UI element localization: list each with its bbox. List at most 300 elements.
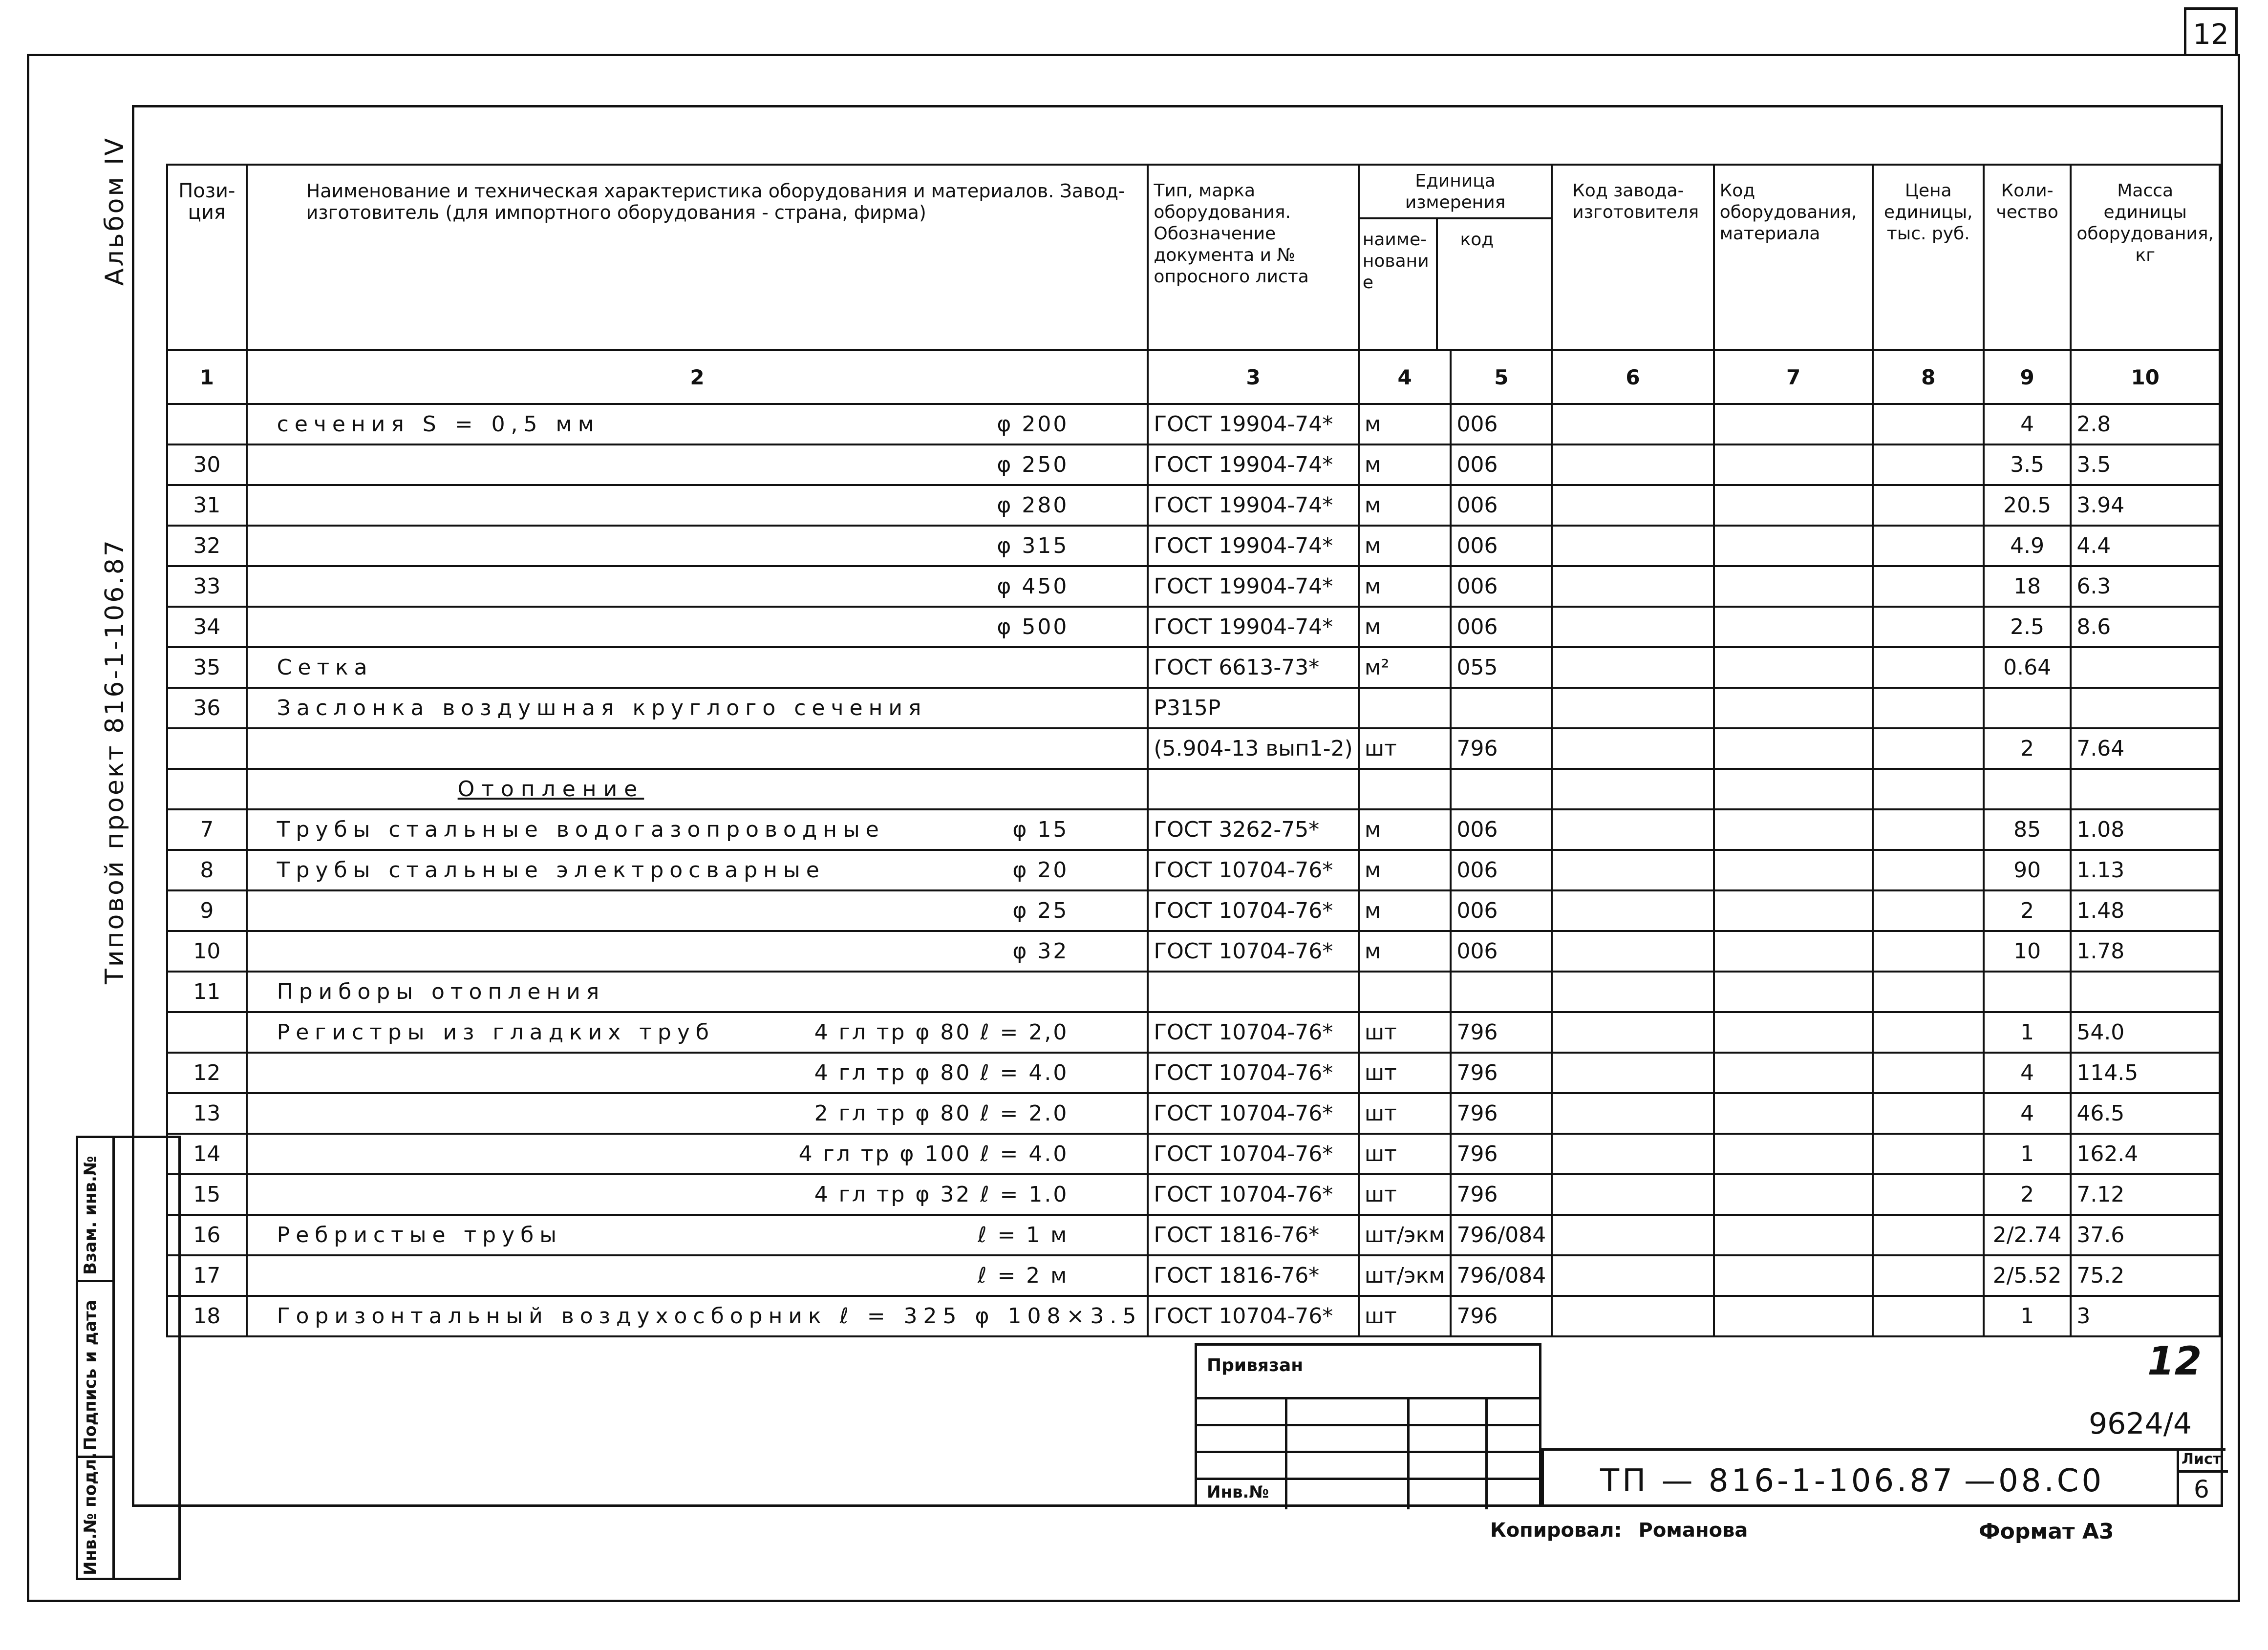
cell-price xyxy=(1873,607,1984,647)
table-row xyxy=(167,444,2220,485)
table-row xyxy=(167,972,2220,1012)
cell-code: 055 xyxy=(1451,647,1552,688)
cell-unit: м xyxy=(1359,526,1451,566)
cell-unit: м xyxy=(1359,485,1451,526)
cell-equip xyxy=(1714,485,1873,526)
header-unit-group: Единица измерения xyxy=(1360,166,1551,219)
cell-equip xyxy=(1714,607,1873,647)
item-name: Сетка xyxy=(277,655,373,680)
cell-qty: 4.9 xyxy=(1984,526,2071,566)
item-name: Горизонтальный воздухосборник ℓ = 325 φ 108×3.5 xyxy=(277,1304,1142,1329)
cell-qty: 10 xyxy=(1984,931,2071,972)
table-row xyxy=(167,1174,2220,1215)
header-row xyxy=(167,165,2220,350)
cell-code: 006 xyxy=(1451,566,1552,607)
cell-plant xyxy=(1552,809,1714,850)
cell-price xyxy=(1873,1215,1984,1255)
cell-name xyxy=(247,1134,1148,1174)
item-name: Трубы стальные водогазопроводные xyxy=(277,817,885,842)
cell-pos xyxy=(167,769,247,809)
cell-pos: 17 xyxy=(167,1255,247,1296)
cell-pos: 11 xyxy=(167,972,247,1012)
column-number-row xyxy=(167,350,2220,404)
cell-name xyxy=(247,485,1148,526)
cell-name: Отопление xyxy=(247,769,1148,809)
cell-code: 796 xyxy=(1451,1296,1552,1336)
cell-code: 796 xyxy=(1451,1174,1552,1215)
cell-type: (5.904-13 вып1-2) xyxy=(1148,728,1358,769)
cell-type: ГОСТ 19904-74* xyxy=(1148,485,1358,526)
cell-type: ГОСТ 6613-73* xyxy=(1148,647,1358,688)
cell-plant xyxy=(1552,1012,1714,1053)
table-row xyxy=(167,1012,2220,1053)
cell-mass: 6.3 xyxy=(2071,566,2220,607)
cell-qty: 18 xyxy=(1984,566,2071,607)
cell-type: ГОСТ 10704-76* xyxy=(1148,931,1358,972)
cell-type: ГОСТ 19904-74* xyxy=(1148,444,1358,485)
header-pos: Пози-ция xyxy=(167,165,247,350)
cell-type: Р315Р xyxy=(1148,688,1358,728)
table-row xyxy=(167,1255,2220,1296)
cell-code: 796 xyxy=(1451,1053,1552,1093)
stamp-column xyxy=(76,1136,181,1580)
cell-code xyxy=(1451,688,1552,728)
item-dimension: φ 20 xyxy=(1012,858,1069,883)
cell-equip xyxy=(1714,1296,1873,1336)
cell-code: 006 xyxy=(1451,607,1552,647)
cell-pos: 33 xyxy=(167,566,247,607)
table-row xyxy=(167,526,2220,566)
cell-qty: 4 xyxy=(1984,1053,2071,1093)
cell-unit: шт xyxy=(1359,1053,1451,1093)
cell-mass: 1.78 xyxy=(2071,931,2220,972)
cell-mass: 4.4 xyxy=(2071,526,2220,566)
cell-mass xyxy=(2071,769,2220,809)
item-dimension: φ 450 xyxy=(997,574,1069,599)
cell-equip xyxy=(1714,1215,1873,1255)
item-dimension: φ 315 xyxy=(997,533,1069,558)
cell-type: ГОСТ 10704-76* xyxy=(1148,1093,1358,1134)
cell-unit: м xyxy=(1359,404,1451,444)
item-dimension: φ 280 xyxy=(997,493,1069,518)
table-row xyxy=(167,607,2220,647)
cell-pos: 13 xyxy=(167,1093,247,1134)
item-dimension: φ 15 xyxy=(1012,817,1069,842)
drawing-sheet xyxy=(27,18,2240,1602)
cell-type xyxy=(1148,972,1358,1012)
cell-code: 796 xyxy=(1451,1093,1552,1134)
cell-type: ГОСТ 1816-76* xyxy=(1148,1215,1358,1255)
cell-mass xyxy=(2071,647,2220,688)
album-label: Альбом IV xyxy=(100,136,129,286)
sheet-label: Лист xyxy=(2182,1451,2222,1468)
cell-plant xyxy=(1552,972,1714,1012)
cell-qty: 1 xyxy=(1984,1012,2071,1053)
cell-qty: 90 xyxy=(1984,850,2071,890)
cell-code: 006 xyxy=(1451,931,1552,972)
cell-code: 796 xyxy=(1451,728,1552,769)
cell-qty: 20.5 xyxy=(1984,485,2071,526)
cell-code: 006 xyxy=(1451,890,1552,931)
cell-name xyxy=(247,809,1148,850)
cell-mass: 37.6 xyxy=(2071,1215,2220,1255)
cell-pos xyxy=(167,404,247,444)
header-mass: Масса единицы оборудования, кг xyxy=(2071,165,2220,350)
cell-pos: 30 xyxy=(167,444,247,485)
table-row xyxy=(167,1296,2220,1336)
cell-qty xyxy=(1984,688,2071,728)
cell-equip xyxy=(1714,890,1873,931)
cell-plant xyxy=(1552,1053,1714,1093)
cell-code: 006 xyxy=(1451,526,1552,566)
item-dimension: ℓ = 1 м xyxy=(978,1223,1069,1248)
cell-qty: 2 xyxy=(1984,890,2071,931)
cell-name xyxy=(247,1053,1148,1093)
cell-plant xyxy=(1552,769,1714,809)
specification-table xyxy=(166,164,2221,1337)
cell-plant xyxy=(1552,1093,1714,1134)
cell-qty xyxy=(1984,972,2071,1012)
cell-unit: шт xyxy=(1359,728,1451,769)
cell-plant xyxy=(1552,566,1714,607)
cell-plant xyxy=(1552,688,1714,728)
table-row xyxy=(167,485,2220,526)
cell-pos: 31 xyxy=(167,485,247,526)
cell-plant xyxy=(1552,526,1714,566)
cell-plant xyxy=(1552,728,1714,769)
cell-mass: 3 xyxy=(2071,1296,2220,1336)
cell-code xyxy=(1451,972,1552,1012)
cell-unit: шт/экм xyxy=(1359,1255,1451,1296)
cell-price xyxy=(1873,485,1984,526)
item-name: Ребристые трубы xyxy=(277,1223,563,1248)
col-number: 10 xyxy=(2071,350,2220,404)
cell-name xyxy=(247,607,1148,647)
table-row xyxy=(167,1215,2220,1255)
cell-mass: 75.2 xyxy=(2071,1255,2220,1296)
table-row xyxy=(167,931,2220,972)
cell-plant xyxy=(1552,1174,1714,1215)
cell-plant xyxy=(1552,1255,1714,1296)
project-label: Типовой проект 816-1-106.87 xyxy=(100,538,129,984)
cell-mass xyxy=(2071,972,2220,1012)
cell-price xyxy=(1873,1296,1984,1336)
cell-mass: 8.6 xyxy=(2071,607,2220,647)
page-mark: 12 xyxy=(2147,1338,2202,1384)
cell-name xyxy=(247,1093,1148,1134)
cell-equip xyxy=(1714,647,1873,688)
cell-mass: 3.94 xyxy=(2071,485,2220,526)
cell-equip xyxy=(1714,444,1873,485)
cell-equip xyxy=(1714,769,1873,809)
cell-unit: м xyxy=(1359,931,1451,972)
header-type: Тип, марка оборудования. Обозначение документа и № опросного листа xyxy=(1148,165,1358,350)
cell-qty: 3.5 xyxy=(1984,444,2071,485)
cell-equip xyxy=(1714,1053,1873,1093)
cell-mass: 54.0 xyxy=(2071,1012,2220,1053)
inv-label: Инв.№ xyxy=(1207,1482,1269,1502)
cell-plant xyxy=(1552,931,1714,972)
table-row xyxy=(167,728,2220,769)
table-row xyxy=(167,890,2220,931)
cell-code: 796 xyxy=(1451,1134,1552,1174)
cell-pos: 8 xyxy=(167,850,247,890)
cell-price xyxy=(1873,728,1984,769)
cell-pos: 34 xyxy=(167,607,247,647)
cell-name xyxy=(247,444,1148,485)
cell-price xyxy=(1873,1053,1984,1093)
cell-price xyxy=(1873,769,1984,809)
header-equip-code: Код оборудования, материала xyxy=(1714,165,1873,350)
cell-equip xyxy=(1714,1134,1873,1174)
cell-code: 796/084 xyxy=(1451,1255,1552,1296)
cell-plant xyxy=(1552,485,1714,526)
cell-pos: 12 xyxy=(167,1053,247,1093)
cell-equip xyxy=(1714,931,1873,972)
item-dimension: φ 32 xyxy=(1012,939,1069,964)
spec-frame xyxy=(132,105,2223,1507)
designation-block xyxy=(1541,1448,2225,1507)
table-row xyxy=(167,850,2220,890)
cell-name xyxy=(247,647,1148,688)
cell-name xyxy=(247,1255,1148,1296)
item-dimension: φ 25 xyxy=(1012,898,1069,923)
cell-price xyxy=(1873,647,1984,688)
copied-label: Копировал: xyxy=(1490,1519,1622,1542)
cell-pos: 10 xyxy=(167,931,247,972)
copied-by xyxy=(1490,1519,1748,1542)
table-row xyxy=(167,769,2220,809)
col-number: 7 xyxy=(1714,350,1873,404)
item-dimension: φ 200 xyxy=(997,412,1069,437)
cell-equip xyxy=(1714,404,1873,444)
cell-equip xyxy=(1714,728,1873,769)
cell-type: ГОСТ 10704-76* xyxy=(1148,1134,1358,1174)
cell-type: ГОСТ 10704-76* xyxy=(1148,850,1358,890)
cell-price xyxy=(1873,1134,1984,1174)
item-name: сечения S = 0,5 мм xyxy=(277,412,600,437)
cell-pos: 15 xyxy=(167,1174,247,1215)
cell-price xyxy=(1873,1174,1984,1215)
cell-equip xyxy=(1714,1093,1873,1134)
cell-name xyxy=(247,850,1148,890)
cell-plant xyxy=(1552,850,1714,890)
cell-qty: 85 xyxy=(1984,809,2071,850)
col-number: 2 xyxy=(247,350,1148,404)
cell-equip xyxy=(1714,526,1873,566)
cell-code: 006 xyxy=(1451,444,1552,485)
cell-type: ГОСТ 10704-76* xyxy=(1148,1012,1358,1053)
cell-mass: 1.08 xyxy=(2071,809,2220,850)
cell-unit: шт/экм xyxy=(1359,1215,1451,1255)
cell-plant xyxy=(1552,444,1714,485)
item-name: Заслонка воздушная круглого сечения xyxy=(277,696,927,720)
cell-code: 796 xyxy=(1451,1012,1552,1053)
col-number: 4 xyxy=(1359,350,1451,404)
cell-pos xyxy=(167,1012,247,1053)
cell-price xyxy=(1873,1093,1984,1134)
col-number: 1 xyxy=(167,350,247,404)
cell-unit: м xyxy=(1359,566,1451,607)
cell-unit: м xyxy=(1359,850,1451,890)
table-row xyxy=(167,647,2220,688)
table-row xyxy=(167,566,2220,607)
item-dimension: φ 500 xyxy=(997,614,1069,639)
cell-qty: 2/5.52 xyxy=(1984,1255,2071,1296)
cell-qty: 4 xyxy=(1984,1093,2071,1134)
header-unit xyxy=(1359,165,1552,350)
table-row xyxy=(167,1093,2220,1134)
cell-mass: 7.64 xyxy=(2071,728,2220,769)
cell-qty: 4 xyxy=(1984,404,2071,444)
cell-unit: шт xyxy=(1359,1012,1451,1053)
cell-type xyxy=(1148,769,1358,809)
table-row xyxy=(167,1053,2220,1093)
cell-type: ГОСТ 10704-76* xyxy=(1148,890,1358,931)
cell-price xyxy=(1873,931,1984,972)
cell-unit: м xyxy=(1359,890,1451,931)
item-dimension: 2 гл тр φ 80 ℓ = 2.0 xyxy=(814,1101,1069,1126)
cell-price xyxy=(1873,1255,1984,1296)
cell-pos: 16 xyxy=(167,1215,247,1255)
table-row xyxy=(167,1134,2220,1174)
header-price: Цена единицы, тыс. руб. xyxy=(1873,165,1984,350)
item-dimension: 4 гл тр φ 80 ℓ = 2,0 xyxy=(814,1020,1069,1045)
cell-equip xyxy=(1714,566,1873,607)
cell-unit xyxy=(1359,769,1451,809)
cell-name xyxy=(247,1296,1148,1336)
item-name: Приборы отопления xyxy=(277,979,605,1004)
stamp-signature-date: Подпись и дата xyxy=(81,1300,100,1451)
cell-qty: 0.64 xyxy=(1984,647,2071,688)
cell-type: ГОСТ 1816-76* xyxy=(1148,1255,1358,1296)
cell-mass: 7.12 xyxy=(2071,1174,2220,1215)
cell-mass: 1.13 xyxy=(2071,850,2220,890)
cell-plant xyxy=(1552,1215,1714,1255)
cell-unit: м xyxy=(1359,809,1451,850)
cell-mass: 114.5 xyxy=(2071,1053,2220,1093)
cell-pos: 36 xyxy=(167,688,247,728)
doc-number: 9624/4 xyxy=(2089,1407,2192,1441)
table-row xyxy=(167,404,2220,444)
stamp-replace-inv: Взам. инв.№ xyxy=(81,1156,100,1275)
cell-unit xyxy=(1359,688,1451,728)
cell-plant xyxy=(1552,647,1714,688)
cell-plant xyxy=(1552,890,1714,931)
cell-price xyxy=(1873,850,1984,890)
cell-qty: 1 xyxy=(1984,1296,2071,1336)
cell-name xyxy=(247,1215,1148,1255)
cell-price xyxy=(1873,1012,1984,1053)
cell-equip xyxy=(1714,972,1873,1012)
format-label: Формат А3 xyxy=(1979,1519,2114,1544)
cell-code xyxy=(1451,769,1552,809)
copied-name: Романова xyxy=(1638,1519,1748,1542)
cell-pos: 7 xyxy=(167,809,247,850)
cell-pos xyxy=(167,728,247,769)
cell-price xyxy=(1873,526,1984,566)
cell-type: ГОСТ 10704-76* xyxy=(1148,1296,1358,1336)
cell-code: 006 xyxy=(1451,850,1552,890)
cell-plant xyxy=(1552,1134,1714,1174)
col-number: 6 xyxy=(1552,350,1714,404)
cell-code: 006 xyxy=(1451,809,1552,850)
cell-qty: 1 xyxy=(1984,1134,2071,1174)
cell-mass xyxy=(2071,688,2220,728)
cell-name xyxy=(247,688,1148,728)
col-number: 5 xyxy=(1451,350,1552,404)
sheet-number: 12 xyxy=(2184,7,2238,56)
cell-unit: шт xyxy=(1359,1134,1451,1174)
cell-name xyxy=(247,526,1148,566)
cell-unit: м xyxy=(1359,607,1451,647)
header-unit-name: наиме-нование xyxy=(1360,219,1438,349)
cell-equip xyxy=(1714,850,1873,890)
cell-type: ГОСТ 19904-74* xyxy=(1148,526,1358,566)
cell-type: ГОСТ 19904-74* xyxy=(1148,404,1358,444)
cell-name xyxy=(247,1012,1148,1053)
cell-plant xyxy=(1552,404,1714,444)
cell-type: ГОСТ 19904-74* xyxy=(1148,566,1358,607)
cell-equip xyxy=(1714,1255,1873,1296)
cell-pos: 18 xyxy=(167,1296,247,1336)
cell-equip xyxy=(1714,688,1873,728)
cell-qty: 2 xyxy=(1984,728,2071,769)
cell-unit: шт xyxy=(1359,1174,1451,1215)
cell-type: ГОСТ 3262-75* xyxy=(1148,809,1358,850)
designation: ТП — 816-1-106.87 xyxy=(1600,1463,1955,1499)
cell-price xyxy=(1873,444,1984,485)
item-dimension: 4 гл тр φ 100 ℓ = 4.0 xyxy=(798,1142,1069,1166)
cell-mass: 162.4 xyxy=(2071,1134,2220,1174)
cell-name xyxy=(247,1174,1148,1215)
cell-name xyxy=(247,890,1148,931)
item-name: Регистры из гладких труб xyxy=(277,1020,715,1045)
cell-qty xyxy=(1984,769,2071,809)
cell-type: ГОСТ 10704-76* xyxy=(1148,1174,1358,1215)
cell-equip xyxy=(1714,1012,1873,1053)
cell-qty: 2.5 xyxy=(1984,607,2071,647)
cell-price xyxy=(1873,890,1984,931)
header-unit-code: код xyxy=(1460,230,1494,250)
cell-code: 006 xyxy=(1451,404,1552,444)
cell-unit: шт xyxy=(1359,1296,1451,1336)
cell-plant xyxy=(1552,607,1714,647)
cell-mass: 2.8 xyxy=(2071,404,2220,444)
cell-name xyxy=(247,566,1148,607)
item-name: Трубы стальные электросварные xyxy=(277,858,825,883)
cell-equip xyxy=(1714,1174,1873,1215)
cell-plant xyxy=(1552,1296,1714,1336)
cell-equip xyxy=(1714,809,1873,850)
cell-mass: 46.5 xyxy=(2071,1093,2220,1134)
cell-mass: 3.5 xyxy=(2071,444,2220,485)
cell-unit: шт xyxy=(1359,1093,1451,1134)
cell-unit xyxy=(1359,972,1451,1012)
cell-type: ГОСТ 10704-76* xyxy=(1148,1053,1358,1093)
cell-price xyxy=(1873,688,1984,728)
cell-name xyxy=(247,728,1148,769)
cell-mass: 1.48 xyxy=(2071,890,2220,931)
stamp-inv-orig: Инв.№ подл. xyxy=(81,1452,100,1575)
bound-block xyxy=(1195,1343,1541,1507)
cell-pos: 9 xyxy=(167,890,247,931)
col-number: 3 xyxy=(1148,350,1358,404)
col-number: 9 xyxy=(1984,350,2071,404)
table-row xyxy=(167,688,2220,728)
cell-name xyxy=(247,404,1148,444)
table-row xyxy=(167,809,2220,850)
